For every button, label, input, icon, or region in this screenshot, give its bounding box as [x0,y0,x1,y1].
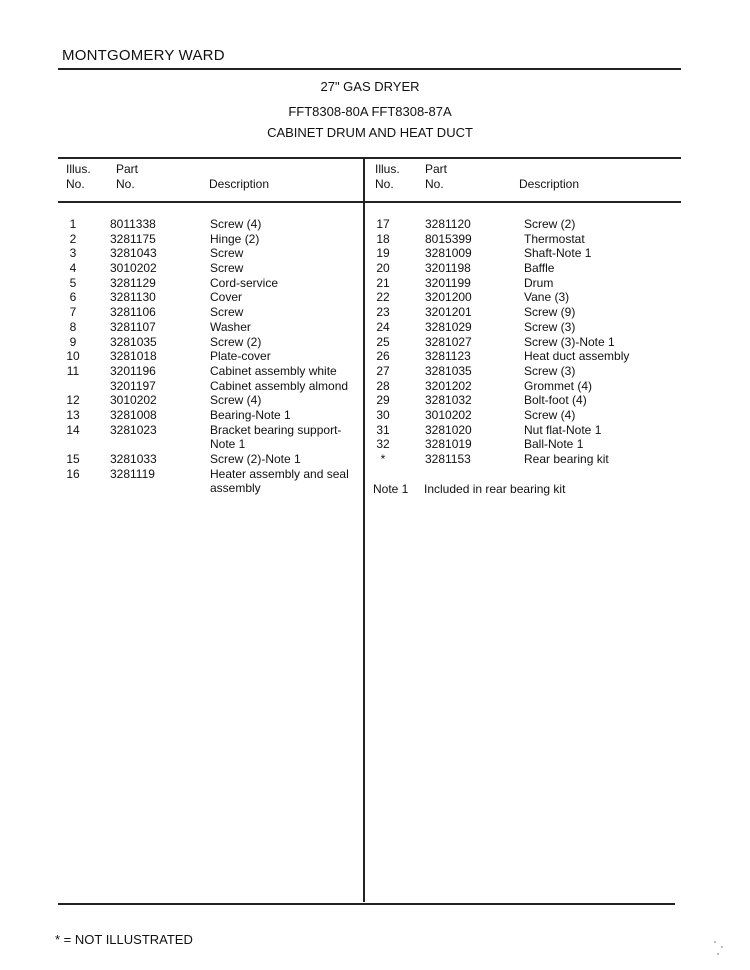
table-row: 4 3010202 Screw [69,261,244,276]
right-header-part: Part No. [425,162,448,191]
scan-speck [714,941,716,943]
table-row: 9 3281035 Screw (2) [69,334,262,349]
table-row: 22 3201200 Vane (3) [376,290,570,305]
table-row: Note 1 [210,437,246,452]
table-row: 5 3281129 Cord-service [69,275,279,290]
top-rule [58,68,681,70]
table-row: 17 3281120 Screw (2) [376,217,576,231]
table-row: 31 3281020 Nut flat-Note 1 [376,422,602,437]
scan-speck [721,946,723,948]
right-header-illus: Illus. No. [375,162,400,191]
left-header-illus: Illus. No. [66,162,91,191]
right-header-description: Description [519,177,580,191]
left-header-description: Description [209,177,270,191]
table-row: * 3281153 Rear bearing kit [380,452,609,466]
product-title: 27" GAS DRYER [320,79,420,94]
table-row: 6 3281130 Cover [69,290,243,305]
table-row: 8 3281107 Washer [69,319,251,334]
footnote-not-illustrated: * = NOT ILLUSTRATED [55,932,193,947]
table-bottom-rule [58,903,675,905]
scan-speck [717,953,719,955]
table-row: 13 3281008 Bearing-Note 1 [66,407,291,422]
table-row: 10 3281018 Plate-cover [66,349,271,364]
model-numbers: FFT8308-80A FFT8308-87A [288,104,452,119]
table-row: 19 3281009 Shaft-Note 1 [376,246,592,261]
table-row: 18 8015399 Thermostat [376,231,585,246]
table-row: 3 3281043 Screw [69,246,244,261]
table-row: 15 3281033 Screw (2)-Note 1 [66,452,301,466]
header-bottom-rule [58,201,681,203]
note-text: Included in rear bearing kit [424,482,566,496]
table-row: 7 3281106 Screw [69,305,244,320]
table-row: 30 3010202 Screw (4) [376,407,576,422]
table-row: 1 8011338 Screw (4) [69,217,262,231]
right-parts-list [368,217,678,467]
brand-name: MONTGOMERY WARD [62,47,225,64]
table-row: 24 3281029 Screw (3) [376,319,576,334]
table-row: assembly [210,481,261,496]
table-row: 12 3010202 Screw (4) [66,393,262,408]
table-row: 2 3281175 Hinge (2) [69,231,260,246]
table-row: 26 3281123 Heat duct assembly [376,349,630,364]
left-parts-list [58,217,358,496]
table-row: 16 3281119 Heater assembly and seal [66,466,349,481]
section-title: CABINET DRUM AND HEAT DUCT [267,125,473,140]
table-row: 21 3201199 Drum [376,275,554,290]
table-row: 3201197 Cabinet assembly almond [110,378,349,393]
table-row: 20 3201198 Baffle [376,261,555,276]
column-divider [363,157,365,902]
table-row: 28 3201202 Grommet (4) [376,378,593,393]
table-top-rule [58,157,681,159]
table-row: 14 3281023 Bracket bearing support- [66,422,342,437]
table-row: 11 3201196 Cabinet assembly white [66,363,337,378]
table-row: 27 3281035 Screw (3) [376,363,576,378]
table-row: 29 3281032 Bolt-foot (4) [376,393,587,408]
table-row: 25 3281027 Screw (3)-Note 1 [376,334,615,349]
note-label: Note 1 [373,482,409,496]
left-header-part: Part No. [116,162,139,191]
table-row: 32 3281019 Ball-Note 1 [376,437,584,452]
table-row: 23 3201201 Screw (9) [376,305,576,320]
